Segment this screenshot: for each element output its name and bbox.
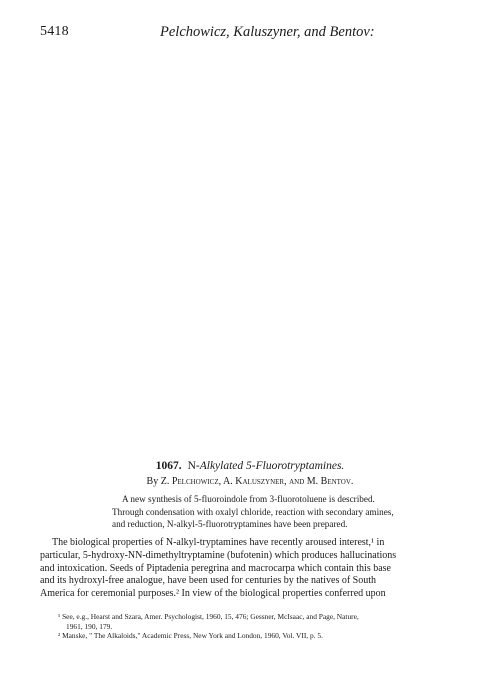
page-number: 5418: [40, 24, 69, 39]
body-line: particular, 5-hydroxy-NN-dimethyltryptamine (bufotenin) which produces hallucinations: [40, 549, 397, 561]
abstract-line: and reduction, N-alkyl-5-fluorotryptamines have been prepared.: [112, 519, 348, 530]
footnote-line: ² Manske, " The Alkaloids," Academic Press, New York and London, 1960, Vol. VII, p. 5.: [58, 631, 323, 641]
body-line: The biological properties of N-alkyl-tryptamines have recently aroused interest,¹ in: [52, 537, 385, 548]
authors: Z. Pelchowicz, A. Kaluszyner, and M. Bentov.: [160, 476, 354, 487]
body-line: America for ceremonial purposes.² In view of the biological properties conferred upon: [40, 588, 386, 600]
byline: [0, 476, 500, 487]
page-header: [40, 24, 460, 44]
title-text: Alkylated 5-Fluorotryptamines.: [199, 460, 345, 472]
title-prefix: N-: [187, 460, 200, 472]
footnote-line: 1961, 190, 179.: [66, 621, 113, 631]
article-title: [0, 460, 500, 472]
body-paragraph: [40, 537, 458, 601]
abstract-line: Through condensation with oxalyl chloride, reaction with secondary amines,: [112, 506, 394, 517]
body-line: and intoxication. Seeds of Piptadenia peregrina and macrocarpa which contain this base: [40, 562, 391, 574]
abstract-line: A new synthesis of 5-fluoroindole from 3-fluorotoluene is described.: [122, 494, 375, 504]
body-line: and its hydroxyl-free analogue, have been used for centuries by the natives of South: [40, 575, 377, 587]
article-number: 1067.: [155, 460, 182, 472]
footnotes: [40, 612, 458, 641]
byline-by: By: [146, 476, 159, 487]
abstract: [112, 493, 428, 531]
running-head: Pelchowicz, Kaluszyner, and Bentov:: [160, 24, 375, 40]
footnote-line: ¹ See, e.g., Hearst and Szara, Amer. Psychologist, 1960, 15, 476; Gessner, McIsaac, and Page, Nature,: [58, 612, 359, 621]
